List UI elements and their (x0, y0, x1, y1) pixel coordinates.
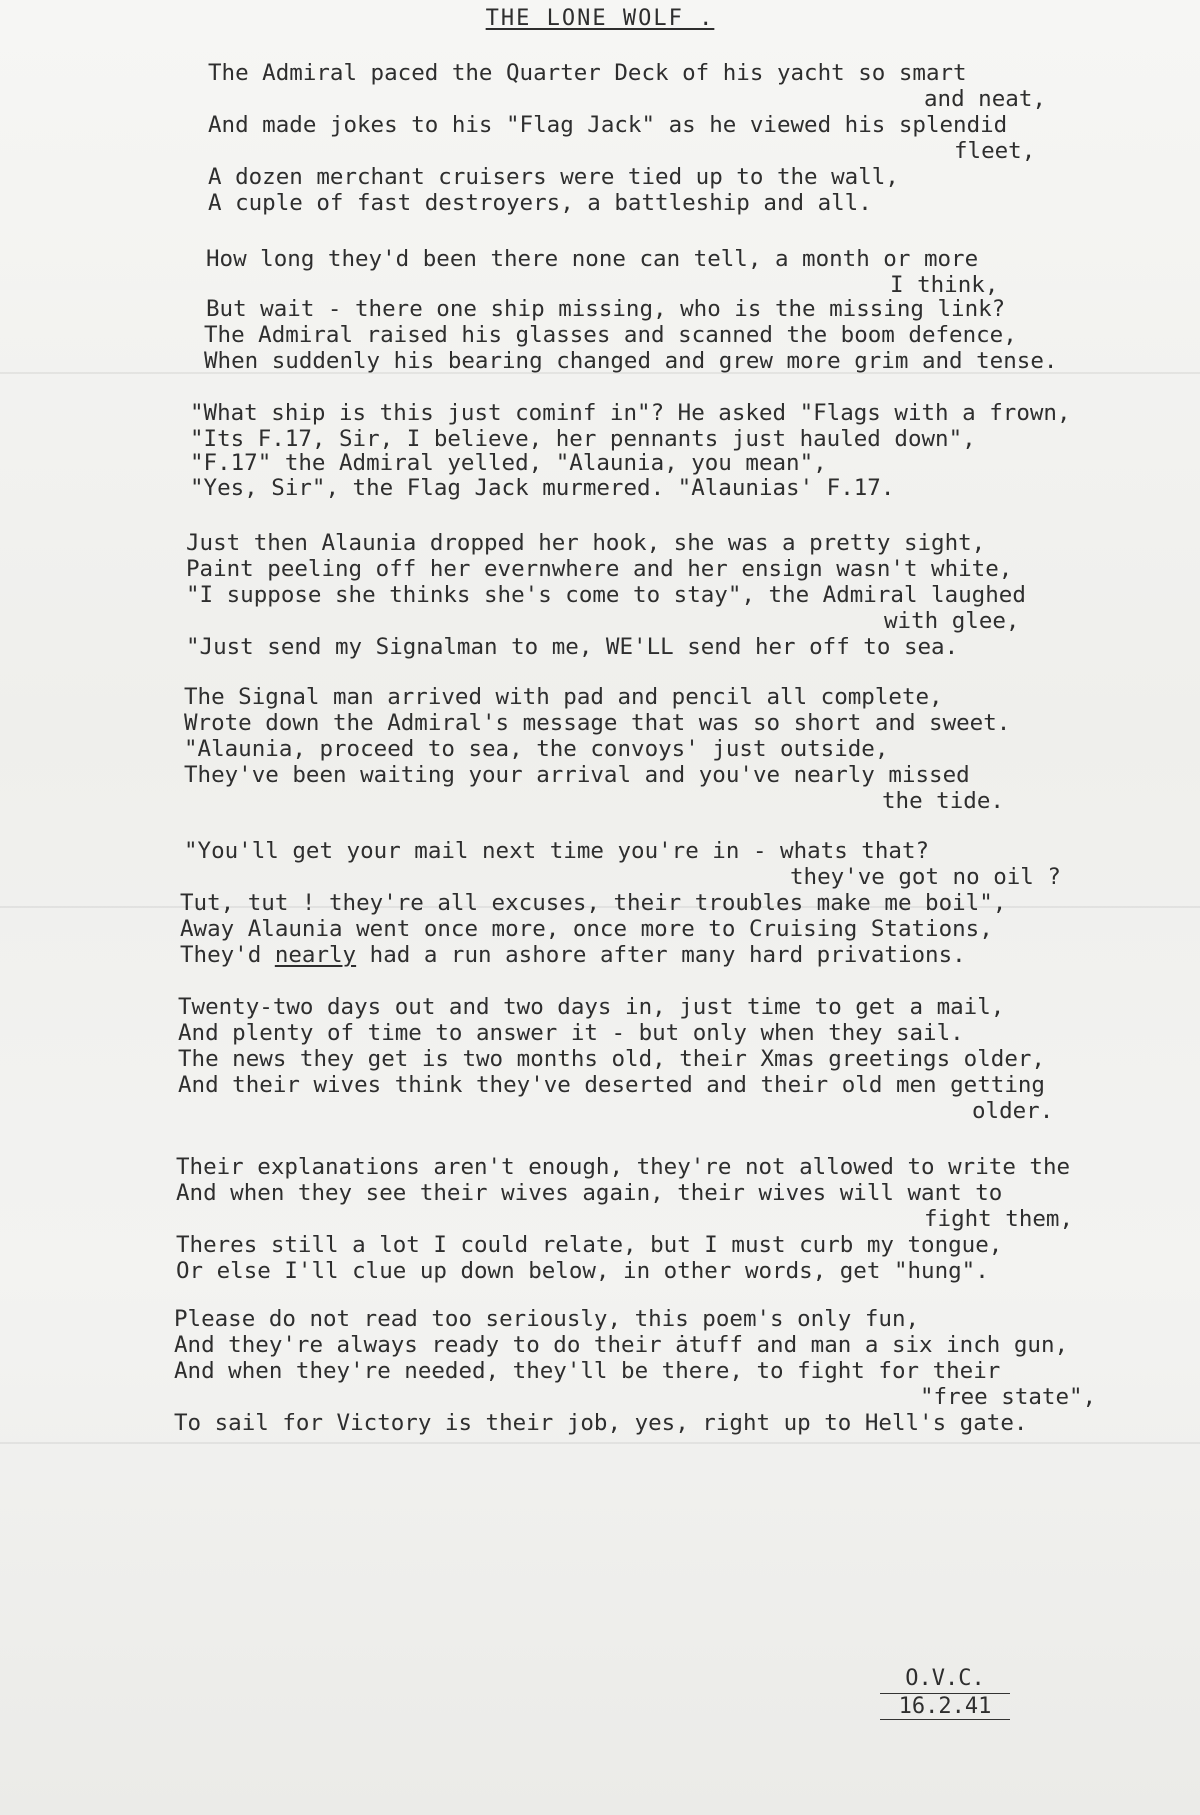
poem-line: Paint peeling off her evernwhere and her ensign wasn't white, (186, 556, 1013, 582)
poem-line: older. (972, 1098, 1054, 1124)
poem-line: the tide. (882, 788, 1004, 814)
poem-line: When suddenly his bearing changed and grew more grim and tense. (204, 348, 1058, 374)
poem-line: Twenty-two days out and two days in, just time to get a mail, (178, 994, 1005, 1020)
poem-line: And made jokes to his "Flag Jack" as he viewed his splendid (208, 112, 1008, 138)
poem-line: fleet, (954, 138, 1036, 164)
signature-block (880, 1666, 1010, 1720)
poem-line: Tut, tut ! they're all excuses, their troubles make me boil", (180, 890, 1007, 916)
poem-line: "free state", (920, 1384, 1097, 1410)
poem-line: And they're always ready to do their ȧtuff and man a six inch gun, (174, 1332, 1069, 1358)
poem-line: Their explanations aren't enough, they're not allowed to write the (176, 1154, 1071, 1180)
poem-line: They'd nearly had a run ashore after many hard privations. (180, 942, 966, 968)
poem-line: Wrote down the Admiral's message that was so short and sweet. (184, 710, 1011, 736)
poem-line: and neat, (924, 86, 1046, 112)
poem-line: "Alaunia, proceed to sea, the convoys' just outside, (184, 736, 889, 762)
poem-line: To sail for Victory is their job, yes, right up to Hell's gate. (174, 1410, 1028, 1436)
poem-line: A cuple of fast destroyers, a battleship and all. (208, 190, 872, 216)
signature-date: 16.2.41 (880, 1694, 1010, 1720)
poem-line: A dozen merchant cruisers were tied up to the wall, (208, 164, 899, 190)
poem-line: "Yes, Sir", the Flag Jack murmered. "Alaunias' F.17. (190, 475, 895, 501)
poem-line: But wait - there one ship missing, who is the missing link? (206, 296, 1006, 322)
poem-line: they've got no oil ? (790, 864, 1061, 890)
poem-line: "Its F.17, Sir, I believe, her pennants just hauled down", (190, 426, 976, 452)
poem-line: They've been waiting your arrival and you've nearly missed (184, 762, 970, 788)
paper-fold (0, 1442, 1200, 1444)
poem-line: The Admiral paced the Quarter Deck of his yacht so smart (208, 60, 967, 86)
poem-line: Or else I'll clue up down below, in other words, get "hung". (176, 1258, 989, 1284)
poem-title: THE LONE WOLF . (485, 6, 715, 31)
poem-line: "What ship is this just cominf in"? He asked "Flags with a frown, (190, 400, 1071, 426)
poem-line: Just then Alaunia dropped her hook, she was a pretty sight, (186, 530, 986, 556)
poem-line: with glee, (884, 608, 1020, 634)
poem-line: "I suppose she thinks she's come to stay", the Admiral laughed (186, 582, 1026, 608)
poem-line: And when they're needed, they'll be there, to fight for their (174, 1358, 1001, 1384)
poem-line: The news they get is two months old, their Xmas greetings older, (178, 1046, 1045, 1072)
poem-line: Please do not read too seriously, this poem's only fun, (174, 1306, 920, 1332)
poem-line: fight them, (924, 1206, 1074, 1232)
poem-line: I think, (890, 272, 999, 298)
poem-line: The Admiral raised his glasses and scanned the boom defence, (204, 322, 1017, 348)
poem-line: How long they'd been there none can tell, a month or more (206, 246, 979, 272)
poem-line: Theres still a lot I could relate, but I must curb my tongue, (176, 1232, 1003, 1258)
poem-line: "Just send my Signalman to me, WE'LL send her off to sea. (186, 634, 959, 660)
poem-line: And plenty of time to answer it - but only when they sail. (178, 1020, 964, 1046)
poem-line: And their wives think they've deserted and their old men getting (178, 1072, 1045, 1098)
signature-initials: O.V.C. (880, 1666, 1010, 1694)
poem-line: "You'll get your mail next time you're in - whats that? (184, 838, 930, 864)
poem-line: "F.17" the Admiral yelled, "Alaunia, you mean", (190, 450, 827, 476)
poem-line: Away Alaunia went once more, once more to Cruising Stations, (180, 916, 993, 942)
poem-line: The Signal man arrived with pad and pencil all complete, (184, 684, 943, 710)
poem-line: And when they see their wives again, their wives will want to (176, 1180, 1003, 1206)
